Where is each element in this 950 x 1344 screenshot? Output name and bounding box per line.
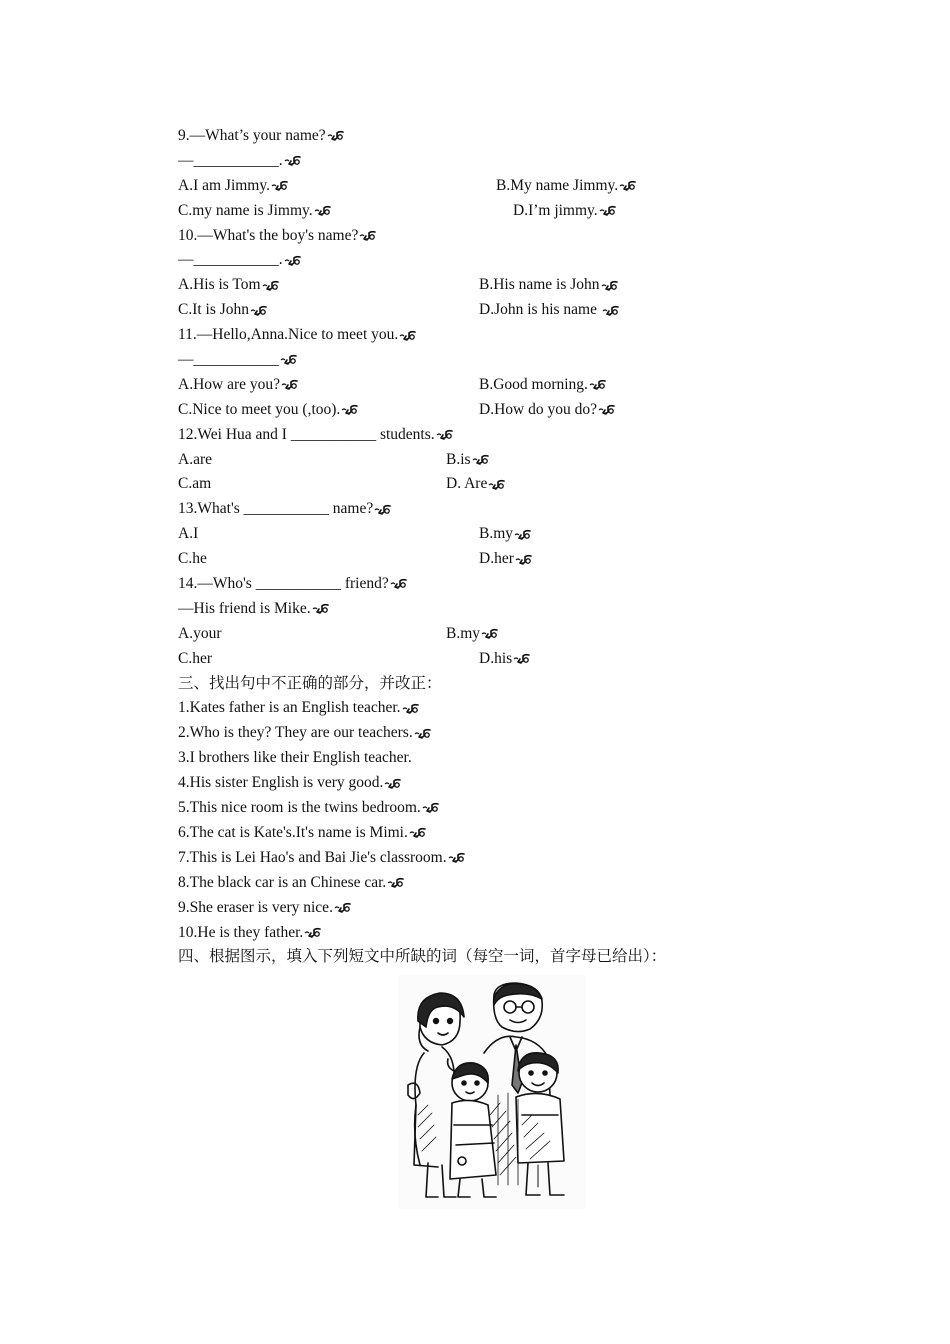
- return-arrow-icon: [402, 703, 420, 715]
- return-arrow-icon: [601, 280, 619, 292]
- question-14-reply: —His friend is Mike.: [178, 597, 798, 622]
- girl-figure: [448, 1059, 496, 1197]
- option-c: C.her: [178, 649, 213, 667]
- question-12-prompt: 12.Wei Hua and I ___________ students.: [178, 423, 798, 448]
- family-illustration: [398, 975, 586, 1209]
- question-12-options-row-2: [178, 472, 798, 497]
- return-arrow-icon: [409, 827, 427, 839]
- return-arrow-icon: [334, 902, 352, 914]
- option-a: A.are: [178, 450, 212, 468]
- question-14-options-row-2: [178, 647, 798, 672]
- question-9-options-row-1: [178, 174, 798, 199]
- section-4-heading: 四、根据图示，填入下列短文中所缺的词（每空一词，首字母已给出）：: [178, 948, 667, 966]
- option-c: C.am: [178, 475, 212, 493]
- return-arrow-icon: [250, 305, 268, 317]
- section-3-heading: 三、找出句中不正确的部分，并改正：: [178, 674, 442, 692]
- question-14-prompt: 14.—Who's ___________ friend?: [178, 572, 798, 597]
- option-a: A.I am Jimmy.: [178, 174, 289, 199]
- question-11-options-row-2: [178, 398, 798, 423]
- option-d: D.I’m jimmy.: [513, 199, 617, 224]
- document-content: [178, 124, 798, 970]
- question-13-prompt: 13.What's ___________ name?: [178, 497, 798, 522]
- list-item: 7.This is Lei Hao's and Bai Jie's classroom.: [178, 846, 798, 871]
- question-13-options-row-2: [178, 547, 798, 572]
- option-b: B.My name Jimmy.: [496, 174, 637, 199]
- option-b: B.my: [479, 522, 532, 547]
- option-a: A.I: [178, 525, 199, 543]
- return-arrow-icon: [284, 155, 302, 167]
- option-d: D.his: [479, 647, 531, 672]
- option-c: C.It is John: [178, 298, 268, 323]
- question-9-reply: —___________.: [178, 149, 798, 174]
- question-10-prompt: 10.—What's the boy's name?: [178, 224, 798, 249]
- list-item: 3.I brothers like their English teacher.: [178, 749, 412, 767]
- list-item: 4.His sister English is very good.: [178, 771, 798, 796]
- return-arrow-icon: [399, 330, 417, 342]
- return-arrow-icon: [374, 504, 392, 516]
- return-arrow-icon: [481, 628, 499, 640]
- option-c: C.he: [178, 550, 207, 568]
- return-arrow-icon: [390, 578, 408, 590]
- return-arrow-icon: [312, 603, 330, 615]
- question-10-options-row-1: [178, 273, 798, 298]
- return-arrow-icon: [514, 529, 532, 541]
- question-9-options-row-2: [178, 199, 798, 224]
- return-arrow-icon: [359, 230, 377, 242]
- return-arrow-icon: [619, 180, 637, 192]
- option-d: D.How do you do?: [479, 398, 616, 423]
- question-11-reply: —___________: [178, 348, 798, 373]
- return-arrow-icon: [387, 877, 405, 889]
- option-b: B.Good morning.: [479, 373, 607, 398]
- option-d: D.John is his name: [479, 298, 620, 323]
- option-a: A.How are you?: [178, 373, 299, 398]
- return-arrow-icon: [599, 205, 617, 217]
- return-arrow-icon: [281, 379, 299, 391]
- return-arrow-icon: [280, 354, 298, 366]
- question-13-options-row-1: [178, 522, 798, 547]
- question-11-prompt: 11.—Hello,Anna.Nice to meet you.: [178, 323, 798, 348]
- list-item: 8.The black car is an Chinese car.: [178, 871, 798, 896]
- option-c: C.my name is Jimmy.: [178, 199, 332, 224]
- return-arrow-icon: [589, 379, 607, 391]
- return-arrow-icon: [341, 404, 359, 416]
- question-12-options-row-1: [178, 448, 798, 473]
- return-arrow-icon: [271, 180, 289, 192]
- return-arrow-icon: [314, 205, 332, 217]
- option-b: B.is: [446, 448, 490, 473]
- return-arrow-icon: [513, 653, 531, 665]
- return-arrow-icon: [448, 852, 466, 864]
- question-10-options-row-2: [178, 298, 798, 323]
- return-arrow-icon: [488, 479, 506, 491]
- list-item: 5.This nice room is the twins bedroom.: [178, 796, 798, 821]
- return-arrow-icon: [304, 927, 322, 939]
- question-11-options-row-1: [178, 373, 798, 398]
- return-arrow-icon: [602, 305, 620, 317]
- return-arrow-icon: [422, 802, 440, 814]
- list-item: 6.The cat is Kate's.It's name is Mimi.: [178, 821, 798, 846]
- return-arrow-icon: [384, 778, 402, 790]
- return-arrow-icon: [327, 130, 345, 142]
- question-10-reply: —___________.: [178, 248, 798, 273]
- list-item: 1.Kates father is an English teacher.: [178, 696, 798, 721]
- return-arrow-icon: [598, 404, 616, 416]
- return-arrow-icon: [472, 454, 490, 466]
- option-b: B.my: [446, 622, 499, 647]
- return-arrow-icon: [262, 280, 280, 292]
- option-b: B.His name is John: [479, 273, 619, 298]
- question-14-options-row-1: [178, 622, 798, 647]
- list-item: 2.Who is they? They are our teachers.: [178, 721, 798, 746]
- return-arrow-icon: [284, 255, 302, 267]
- list-item: 10.He is they father.: [178, 921, 798, 946]
- option-d: D. Are: [446, 472, 506, 497]
- return-arrow-icon: [515, 554, 533, 566]
- option-a: A.your: [178, 624, 222, 642]
- option-a: A.His is Tom: [178, 273, 280, 298]
- list-item: 9.She eraser is very nice.: [178, 896, 798, 921]
- option-c: C.Nice to meet you (,too).: [178, 398, 359, 423]
- question-9-prompt: 9.—What’s your name?: [178, 124, 798, 149]
- return-arrow-icon: [436, 429, 454, 441]
- return-arrow-icon: [414, 728, 432, 740]
- option-d: D.her: [479, 547, 533, 572]
